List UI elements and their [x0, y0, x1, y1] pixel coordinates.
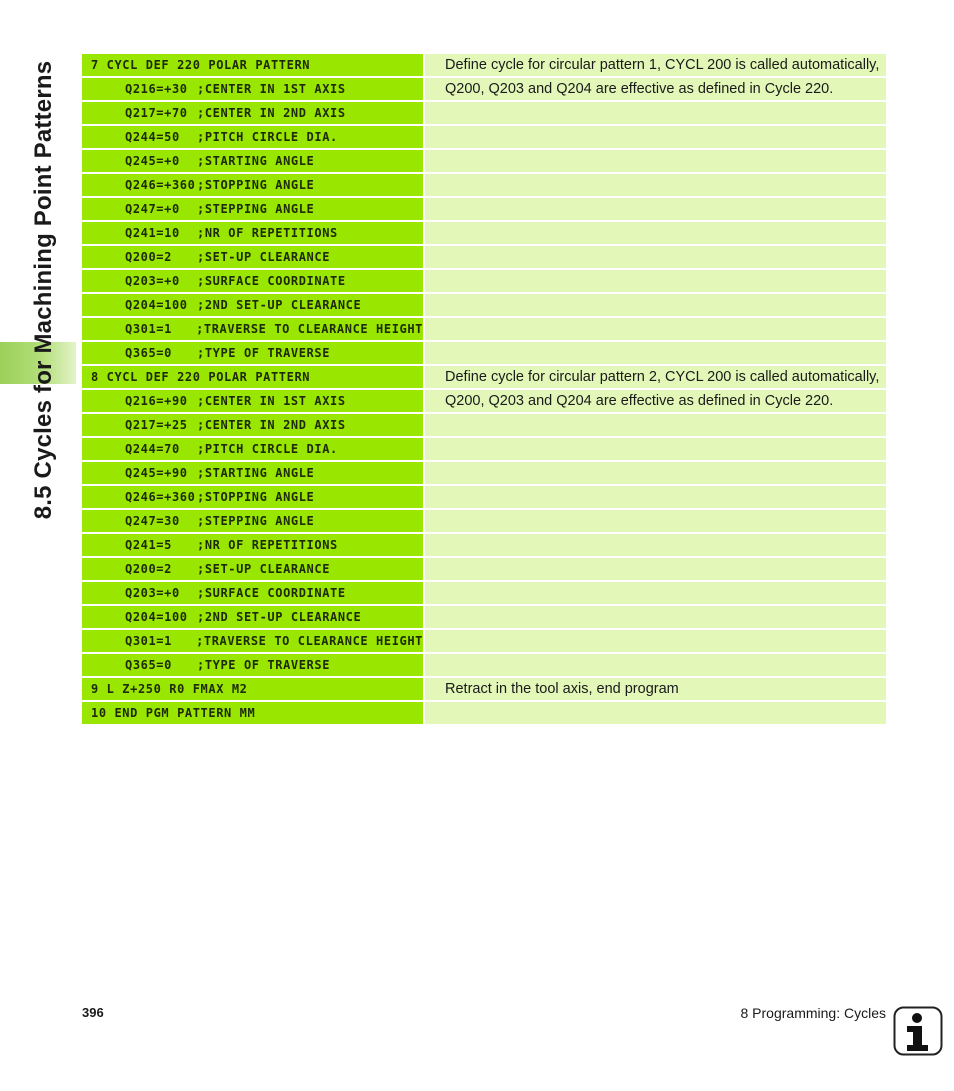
- parameter-comment: ;STEPPING ANGLE: [197, 202, 315, 216]
- program-row: [82, 390, 886, 412]
- parameter-value: Q203=+0: [125, 274, 180, 288]
- program-row: [82, 678, 886, 700]
- parameter-value: Q203=+0: [125, 586, 180, 600]
- parameter-comment: ;STOPPING ANGLE: [197, 490, 315, 504]
- nc-parameter-line: [82, 198, 423, 220]
- nc-parameter-line: [82, 654, 423, 676]
- program-row: [82, 486, 886, 508]
- row-description: [425, 102, 886, 124]
- program-row: [82, 150, 886, 172]
- program-row: [82, 654, 886, 676]
- program-row: [82, 54, 886, 76]
- parameter-value: Q246=+360: [125, 178, 196, 192]
- parameter-value: Q204=100: [125, 610, 188, 624]
- row-description: [425, 462, 886, 484]
- nc-parameter-line: [82, 630, 423, 652]
- row-description: [425, 294, 886, 316]
- parameter-value: Q200=2: [125, 562, 172, 576]
- row-description: [425, 414, 886, 436]
- row-description: Define cycle for circular pattern 1, CYCL 200 is called automatically,: [425, 54, 886, 76]
- nc-parameter-line: [82, 510, 423, 532]
- row-description: [425, 486, 886, 508]
- program-row: [82, 126, 886, 148]
- nc-parameter-line: [82, 294, 423, 316]
- info-icon: [893, 1006, 943, 1056]
- program-row: [82, 318, 886, 340]
- row-description: Q200, Q203 and Q204 are effective as defined in Cycle 220.: [425, 390, 886, 412]
- nc-parameter-line: [82, 606, 423, 628]
- parameter-value: Q365=0: [125, 346, 172, 360]
- parameter-comment: ;STEPPING ANGLE: [197, 514, 315, 528]
- parameter-comment: ;CENTER IN 1ST AXIS: [197, 394, 346, 408]
- program-row: [82, 702, 886, 724]
- nc-block-code: 9 L Z+250 R0 FMAX M2: [82, 678, 423, 700]
- row-description: [425, 582, 886, 604]
- row-description: [425, 246, 886, 268]
- parameter-comment: ;SURFACE COORDINATE: [197, 586, 346, 600]
- nc-parameter-line: [82, 486, 423, 508]
- parameter-comment: ;CENTER IN 2ND AXIS: [197, 418, 346, 432]
- nc-parameter-line: [82, 558, 423, 580]
- program-row: [82, 462, 886, 484]
- nc-block-code: 10 END PGM PATTERN MM: [82, 702, 423, 724]
- parameter-comment: ;TYPE OF TRAVERSE: [197, 658, 331, 672]
- parameter-value: Q216=+90: [125, 394, 188, 408]
- program-row: [82, 270, 886, 292]
- parameter-value: Q244=50: [125, 130, 180, 144]
- parameter-comment: ;NR OF REPETITIONS: [197, 226, 338, 240]
- parameter-comment: ;2ND SET-UP CLEARANCE: [197, 610, 362, 624]
- parameter-comment: ;SURFACE COORDINATE: [197, 274, 346, 288]
- nc-parameter-line: [82, 102, 423, 124]
- footer-chapter-title: 8 Programming: Cycles: [740, 1005, 886, 1021]
- parameter-comment: ;PITCH CIRCLE DIA.: [197, 130, 338, 144]
- program-row: [82, 606, 886, 628]
- parameter-value: Q247=+0: [125, 202, 180, 216]
- parameter-comment: ;NR OF REPETITIONS: [197, 538, 338, 552]
- program-row: [82, 558, 886, 580]
- nc-parameter-line: [82, 534, 423, 556]
- parameter-comment: ;TRAVERSE TO CLEARANCE HEIGHT: [196, 322, 423, 336]
- parameter-value: Q365=0: [125, 658, 172, 672]
- row-description: [425, 654, 886, 676]
- row-description: [425, 150, 886, 172]
- row-description: [425, 606, 886, 628]
- program-row: [82, 582, 886, 604]
- program-row: [82, 246, 886, 268]
- row-description: [425, 198, 886, 220]
- program-row: [82, 198, 886, 220]
- parameter-value: Q301=1: [125, 634, 172, 648]
- program-row: [82, 222, 886, 244]
- nc-parameter-line: [82, 222, 423, 244]
- program-row: [82, 366, 886, 388]
- row-description: Retract in the tool axis, end program: [425, 678, 886, 700]
- nc-parameter-line: [82, 126, 423, 148]
- program-row: [82, 438, 886, 460]
- program-row: [82, 510, 886, 532]
- nc-parameter-line: [82, 438, 423, 460]
- nc-parameter-line: [82, 270, 423, 292]
- parameter-comment: ;SET-UP CLEARANCE: [197, 562, 331, 576]
- parameter-comment: ;PITCH CIRCLE DIA.: [197, 442, 338, 456]
- nc-parameter-line: [82, 174, 423, 196]
- parameter-value: Q246=+360: [125, 490, 196, 504]
- row-description: [425, 174, 886, 196]
- program-row: [82, 414, 886, 436]
- nc-parameter-line: [82, 342, 423, 364]
- parameter-value: Q217=+70: [125, 106, 188, 120]
- row-description: [425, 510, 886, 532]
- program-row: [82, 102, 886, 124]
- row-description: [425, 270, 886, 292]
- parameter-comment: ;SET-UP CLEARANCE: [197, 250, 331, 264]
- row-description: [425, 342, 886, 364]
- parameter-comment: ;STARTING ANGLE: [197, 466, 315, 480]
- parameter-comment: ;STARTING ANGLE: [197, 154, 315, 168]
- row-description: [425, 222, 886, 244]
- row-description: [425, 702, 886, 724]
- parameter-comment: ;TRAVERSE TO CLEARANCE HEIGHT: [196, 634, 423, 648]
- parameter-value: Q244=70: [125, 442, 180, 456]
- program-row: [82, 534, 886, 556]
- nc-parameter-line: [82, 318, 423, 340]
- parameter-value: Q241=10: [125, 226, 180, 240]
- nc-parameter-line: [82, 246, 423, 268]
- parameter-value: Q200=2: [125, 250, 172, 264]
- parameter-value: Q245=+90: [125, 466, 188, 480]
- row-description: [425, 318, 886, 340]
- nc-parameter-line: [82, 150, 423, 172]
- parameter-comment: ;2ND SET-UP CLEARANCE: [197, 298, 362, 312]
- row-description: Define cycle for circular pattern 2, CYCL 200 is called automatically,: [425, 366, 886, 388]
- parameter-comment: ;CENTER IN 2ND AXIS: [197, 106, 346, 120]
- parameter-value: Q216=+30: [125, 82, 188, 96]
- parameter-value: Q204=100: [125, 298, 188, 312]
- nc-block-code: 8 CYCL DEF 220 POLAR PATTERN: [82, 366, 423, 388]
- program-row: [82, 174, 886, 196]
- nc-parameter-line: [82, 582, 423, 604]
- nc-parameter-line: [82, 390, 423, 412]
- parameter-comment: ;STOPPING ANGLE: [197, 178, 315, 192]
- parameter-value: Q217=+25: [125, 418, 188, 432]
- row-description: Q200, Q203 and Q204 are effective as defined in Cycle 220.: [425, 78, 886, 100]
- row-description: [425, 630, 886, 652]
- page-number: 396: [82, 1005, 104, 1020]
- program-row: [82, 78, 886, 100]
- row-description: [425, 534, 886, 556]
- parameter-comment: ;CENTER IN 1ST AXIS: [197, 82, 346, 96]
- nc-parameter-line: [82, 78, 423, 100]
- nc-parameter-line: [82, 462, 423, 484]
- nc-parameter-line: [82, 414, 423, 436]
- program-row: [82, 630, 886, 652]
- parameter-value: Q301=1: [125, 322, 172, 336]
- parameter-value: Q247=30: [125, 514, 180, 528]
- parameter-comment: ;TYPE OF TRAVERSE: [197, 346, 331, 360]
- row-description: [425, 126, 886, 148]
- parameter-value: Q245=+0: [125, 154, 180, 168]
- program-row: [82, 342, 886, 364]
- parameter-value: Q241=5: [125, 538, 172, 552]
- nc-block-code: 7 CYCL DEF 220 POLAR PATTERN: [82, 54, 423, 76]
- row-description: [425, 558, 886, 580]
- program-row: [82, 294, 886, 316]
- row-description: [425, 438, 886, 460]
- nc-program-table: [82, 54, 886, 726]
- chapter-side-title-text: 8.5 Cycles for Machining Point Patterns: [30, 60, 57, 520]
